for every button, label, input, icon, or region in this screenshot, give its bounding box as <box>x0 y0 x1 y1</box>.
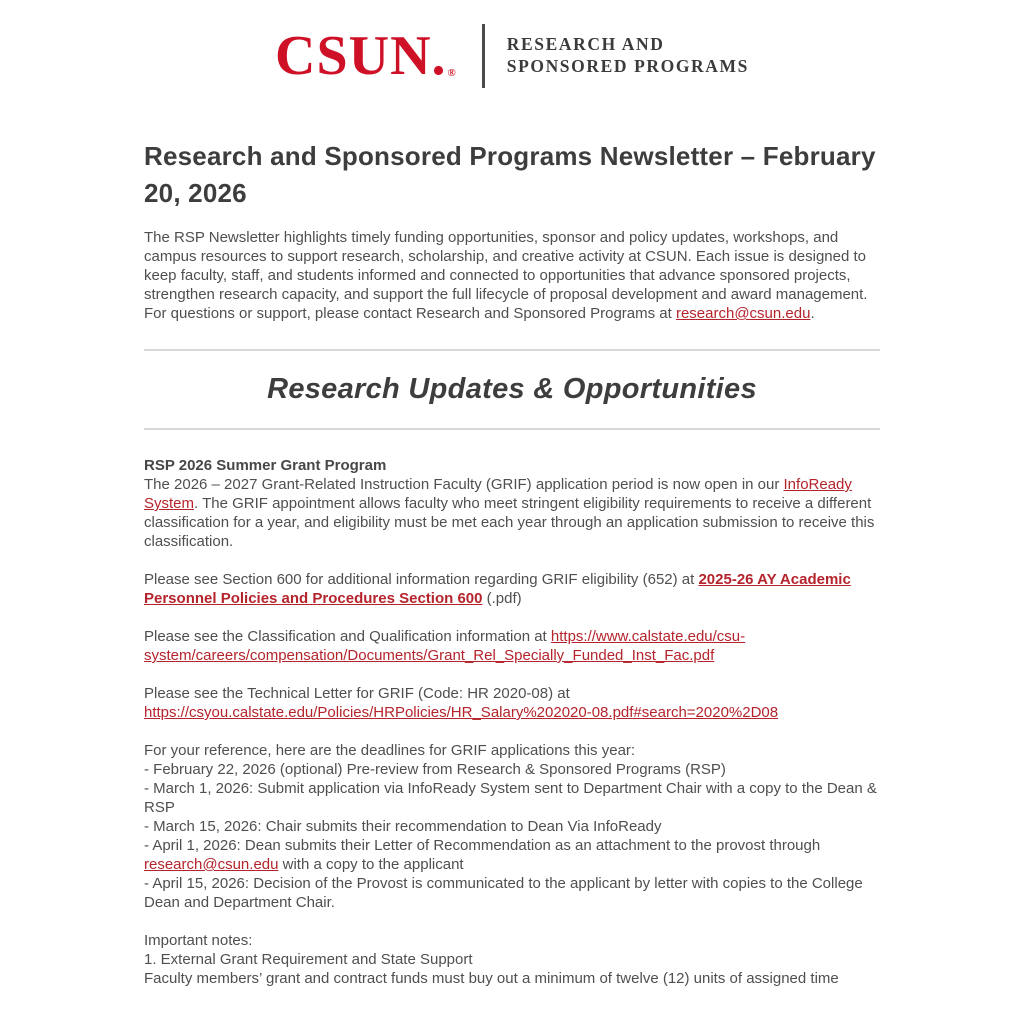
newsletter-content <box>144 138 880 988</box>
intro-text-before: The RSP Newsletter highlights timely funding opportunities, sponsor and policy updates, workshops, and campus resources to support research, scholarship, and creative activity at CSUN. Each issue is designed to keep faculty, staff, and students informed and connected to opportunities that advance sponsored projects, strengthen research capacity, and support the full lifecycle of proposal development and award management. For questions or support, please contact Research and Sponsored Programs at <box>144 229 868 322</box>
section-600-paragraph <box>144 570 880 608</box>
technical-letter-paragraph <box>144 684 880 722</box>
infoready-system-link[interactable]: InfoReady System <box>144 476 852 512</box>
grif-p2-before: Please see Section 600 for additional information regarding GRIF eligibility (652) at <box>144 571 699 588</box>
grif-intro-paragraph <box>144 456 880 551</box>
article-heading: RSP 2026 Summer Grant Program <box>144 457 387 474</box>
section-divider-top <box>144 349 880 351</box>
logo-department-line1: RESEARCH AND <box>506 34 665 55</box>
deadline-item-apr1 <box>144 836 880 874</box>
deadlines-intro: For your reference, here are the deadlines for GRIF applications this year: <box>144 742 636 759</box>
research-email-link-deadline[interactable]: research@csun.edu <box>144 856 279 873</box>
deadline-item-mar15: - March 15, 2026: Chair submits their recommendation to Dean Via InfoReady <box>144 818 662 835</box>
hr-technical-letter-link[interactable]: https://csyou.calstate.edu/Policies/HRPolicies/HR_Salary%202020-08.pdf#search=2020%2D08 <box>144 704 779 721</box>
deadline-item-apr15: - April 15, 2026: Decision of the Provost is communicated to the applicant by letter with copies to the College Dean and Department Chair. <box>144 875 863 911</box>
research-email-link[interactable]: research@csun.edu <box>675 305 811 322</box>
grif-article <box>144 456 880 988</box>
deadlines-block <box>144 741 880 912</box>
deadline-apr1-before: - April 1, 2026: Dean submits their Letter of Recommendation as an attachment to the provost through <box>144 837 821 854</box>
masthead <box>0 24 1024 88</box>
grif-p2-after: (.pdf) <box>482 590 522 607</box>
classification-paragraph <box>144 627 880 665</box>
grif-p1-before: The 2026 – 2027 Grant-Related Instruction Faculty (GRIF) application period is now open in our <box>144 476 784 493</box>
logo-department-line2: SPONSORED PROGRAMS <box>506 56 749 76</box>
grif-p1-after: . The GRIF appointment allows faculty who meet stringent eligibility requirements to receive a different classification for a year, and eligibility must be met each year through an application submission to receive this classification. <box>144 495 875 550</box>
grif-p4-before: Please see the Technical Letter for GRIF (Code: HR 2020-08) at <box>144 685 570 702</box>
section-heading: Research Updates & Opportunities <box>267 373 757 405</box>
deadline-apr1-after: with a copy to the applicant <box>278 856 464 873</box>
logo-divider-bar <box>482 24 485 88</box>
csun-logo-lockup <box>275 24 749 88</box>
section-divider-bottom <box>144 428 880 430</box>
registered-trademark-symbol: ® <box>447 67 457 79</box>
important-notes-intro: Important notes: <box>144 932 253 949</box>
page-title: Research and Sponsored Programs Newsletter – February 20, 2026 <box>144 141 876 208</box>
csun-wordmark <box>275 25 457 87</box>
academic-personnel-policies-link[interactable]: 2025-26 AY Academic Personnel Policies and Procedures Section 600 <box>144 571 851 607</box>
grif-p3-before: Please see the Classification and Qualification information at <box>144 628 551 645</box>
important-notes-block <box>144 931 880 988</box>
deadline-item-mar1: - March 1, 2026: Submit application via InfoReady System sent to Department Chair with a copy to the Dean & RSP <box>144 780 877 816</box>
deadline-item-feb22: - February 22, 2026 (optional) Pre-review from Research & Sponsored Programs (RSP) <box>144 761 726 778</box>
intro-text-after: . <box>810 305 815 322</box>
grif-intro-text <box>144 475 880 551</box>
logo-department-name <box>507 34 749 78</box>
calstate-pdf-link[interactable]: https://www.calstate.edu/csu-system/careers/compensation/Documents/Grant_Rel_Specially_Funded_Inst_Fac.pdf <box>144 628 746 664</box>
note1-body: Faculty members’ grant and contract funds must buy out a minimum of twelve (12) units of assigned time <box>144 970 839 987</box>
csun-wordmark-text: CSUN. <box>275 25 447 87</box>
note1-title: 1. External Grant Requirement and State Support <box>144 951 473 968</box>
intro-paragraph <box>144 228 880 323</box>
